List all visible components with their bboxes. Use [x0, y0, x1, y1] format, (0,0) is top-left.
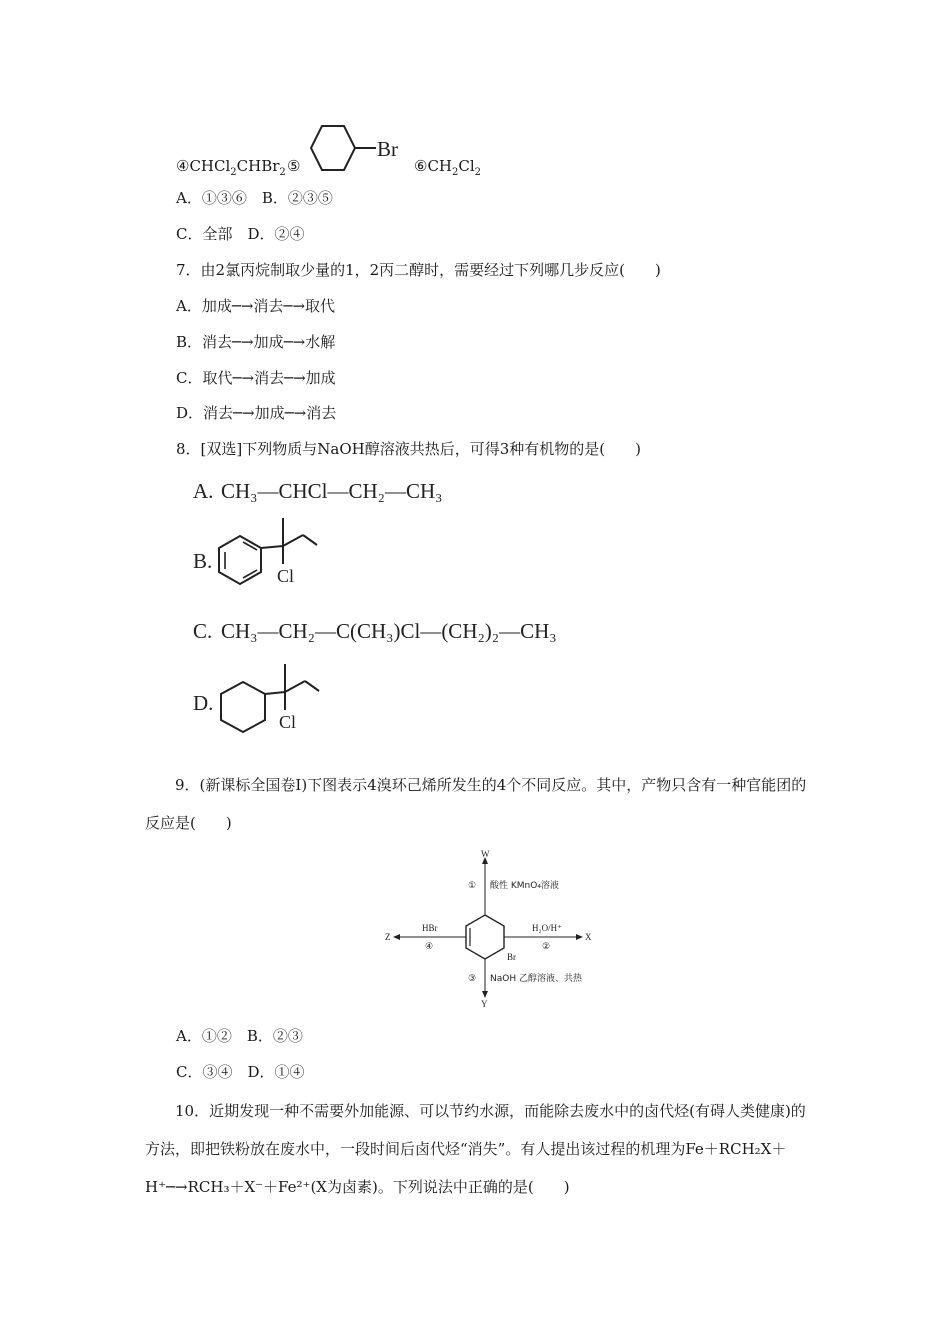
q8-d-structure [221, 664, 319, 732]
q9-r4: HBr [422, 923, 438, 933]
q6-option-6: $⑥CH_2Cl_2$ [414, 157, 482, 178]
q9-n3: ③ [468, 973, 477, 983]
q7-choice-b: B．消去─→加成─→水解 [176, 333, 336, 351]
q7-choice-a: A．加成─→消去─→取代 [176, 297, 336, 315]
q8-d-cl: Cl [279, 712, 297, 732]
q8-d-label: D. [193, 691, 214, 715]
q7-stem: 7．由2氯丙烷制取少量的1，2丙二醇时，需要经过下列哪几步反应( ) [176, 261, 661, 279]
q9-br: Br [507, 952, 516, 962]
q8-b-label: B. [193, 549, 213, 573]
q9-choice-ab: A．①② B．②③ [176, 1027, 303, 1045]
q9-r1: 酸性 KMnO₄溶液 [490, 881, 559, 891]
q9-choice-cd: C．③④ D．①④ [176, 1063, 305, 1081]
q9-n2: ② [542, 941, 551, 951]
q6-option-5-label: ⑤ [287, 157, 301, 175]
q9-y: Y [481, 999, 488, 1008]
q9-w: W [481, 849, 490, 859]
q8-a-label: A. [193, 479, 214, 503]
q8-b-structure [219, 518, 317, 586]
q8-stem: 8．[双选]下列物质与NaOH醇溶液共热后，可得3种有机物的是( ) [176, 440, 641, 458]
q9-r2: H₂O/H⁺ [532, 923, 562, 933]
q10-stem: 10．近期发现一种不需要外加能源、可以节约水源，而能除去废水中的卤代烃(有碍人类健康)的方法，即把铁粉放在废水中，一段时间后卤代烃“消失”。有人提出该过程的机理为Fe＋RCH₂X＋H⁺─→RCH₃＋X⁻＋Fe²⁺(X为卤素)。下列说法中正确的是( ) [145, 1102, 806, 1196]
q9-n4: ④ [425, 941, 434, 951]
q9-z: Z [385, 932, 391, 942]
q9-r3: NaOH 乙醇溶液、共热 [490, 974, 582, 984]
q6-br-label: Br [377, 137, 398, 161]
q7-choice-d: D．消去─→加成─→消去 [176, 404, 337, 422]
q8-c-label: C. [193, 619, 213, 643]
q8-structures [185, 470, 655, 755]
q9-n1: ① [468, 880, 477, 890]
q6-option-4: ④CHCl$_2$CHBr$_2$ [176, 157, 286, 178]
q7-choice-c: C．取代─→消去─→加成 [176, 369, 336, 387]
q9-x: X [585, 932, 592, 942]
q6-choice-ab: A．①③⑥ B．②③⑤ [176, 189, 333, 207]
q8-b-cl: Cl [277, 566, 295, 586]
q6-cyclohexyl-bromide-structure [300, 118, 410, 178]
q8-c-formula: CH₃—CH₂—C(CH₃)Cl—(CH₂)₂—CH₃ [221, 619, 557, 643]
q8-a-formula: CH₃—CHCl—CH₂—CH₃ [221, 479, 443, 503]
q9-reaction-diagram [380, 848, 620, 1008]
q9-stem: 9．(新课标全国卷Ⅰ)下图表示4溴环己烯所发生的4个不同反应。其中，产物只含有一种官能团的反应是( ) [145, 776, 807, 832]
q6-choice-cd: C．全部 D．②④ [176, 225, 305, 243]
